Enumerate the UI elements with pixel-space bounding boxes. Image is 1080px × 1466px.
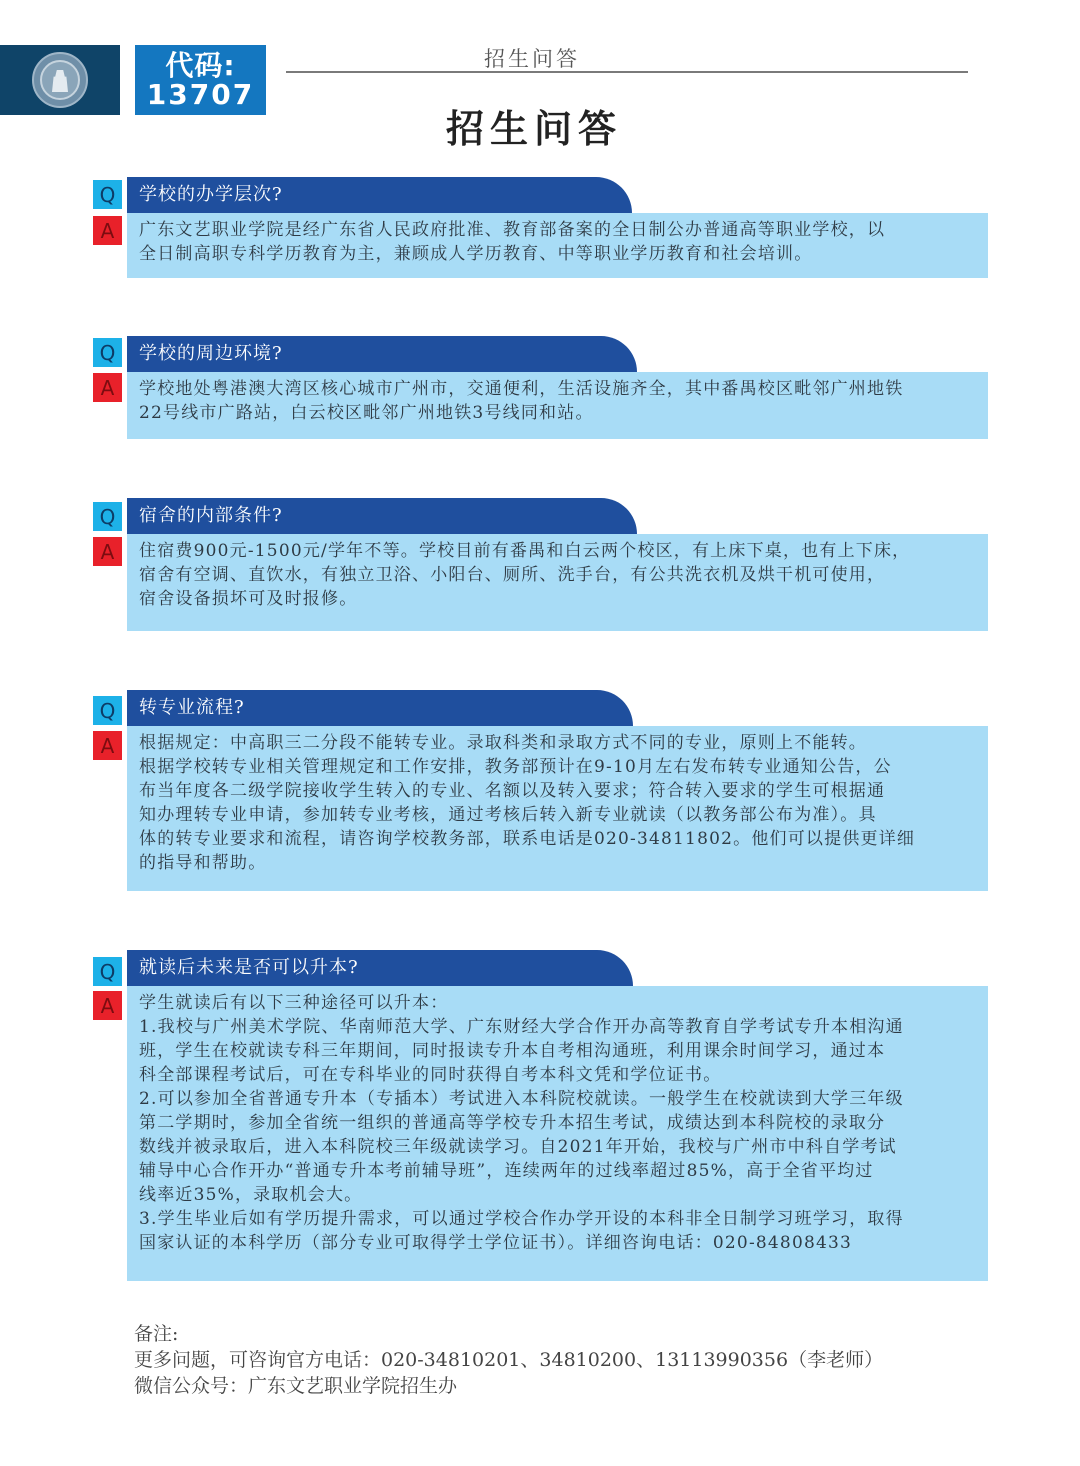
answer-box: [127, 372, 988, 439]
answer-line: 数线并被录取后，进入本科院校三年级就读学习。自2021年开始，我校与广州市中科自学考试: [139, 1137, 897, 1157]
note-title: 备注:: [134, 1323, 179, 1345]
section-label: 招生问答: [484, 47, 580, 71]
answer-line: 广东文艺职业学院是经广东省人民政府批准、教育部备案的全日制公办普通高等职业学校，以: [139, 220, 886, 240]
a-badge: A: [93, 216, 122, 245]
school-logo: [0, 45, 120, 115]
answer-box: [127, 534, 988, 631]
answer-line: 班，学生在校就读专科三年期间，同时报读专升本自考相沟通班，利用课余时间学习，通过本: [139, 1041, 886, 1061]
q-badge: Q: [93, 502, 122, 531]
answer-line: 3.学生毕业后如有学历提升需求，可以通过学校合作办学开设的本科非全日制学习班学习，取得: [139, 1209, 904, 1229]
seal-inner-ring: [40, 60, 80, 100]
a-badge: A: [93, 991, 122, 1020]
note-phone: 更多问题，可咨询官方电话：020-34810201、34810200、13113990356（李老师）: [134, 1349, 884, 1371]
header-divider: [286, 71, 968, 73]
answer-line: 22号线市广路站，白云校区毗邻广州地铁3号线同和站。: [139, 403, 594, 423]
q-badge: Q: [93, 957, 122, 986]
answer-line: 体的转专业要求和流程，请咨询学校教务部，联系电话是020-34811802。他们可以提供更详细: [139, 829, 916, 849]
answer-line: 住宿费900元-1500元/学年不等。学校目前有番禺和白云两个校区，有上床下桌，也有上下床，: [139, 541, 911, 561]
answer-line: 辅导中心合作开办“普通专升本考前辅导班”，连续两年的过线率超过85%，高于全省平均过: [139, 1161, 874, 1181]
answer-line: 根据规定：中高职三二分段不能转专业。录取科类和录取方式不同的专业，原则上不能转。: [139, 733, 867, 753]
answer-line: 知办理转专业申请，参加转专业考核，通过考核后转入新专业就读（以教务部公布为准）。具: [139, 805, 877, 825]
a-badge: A: [93, 731, 122, 760]
question-bar: [127, 950, 633, 986]
code-number: 13707: [146, 77, 255, 111]
q-badge: Q: [93, 696, 122, 725]
question-bar: [127, 177, 632, 213]
page-title: 招生问答: [446, 106, 623, 151]
answer-line: 学生就读后有以下三种途径可以升本：: [139, 993, 449, 1013]
answer-line: 根据学校转专业相关管理规定和工作安排，教务部预计在9-10月左右发布转专业通知公告，公: [139, 757, 892, 777]
answer-line: 第二学期时，参加全省统一组织的普通高等学校专升本招生考试，成绩达到本科院校的录取分: [139, 1113, 886, 1133]
answer-box: [127, 213, 988, 278]
code-label: 代码:: [165, 48, 236, 82]
footnote: [134, 1321, 883, 1399]
answer-line: 的指导和帮助。: [139, 853, 267, 873]
q-badge: Q: [93, 338, 122, 367]
question-text: 转专业流程?: [139, 697, 245, 718]
answer-line: 线率近35%，录取机会大。: [139, 1185, 363, 1205]
answer-line: 宿舍有空调、直饮水，有独立卫浴、小阳台、厕所、洗手台，有公共洗衣机及烘干机可使用，: [139, 565, 886, 585]
answer-line: 学校地处粤港澳大湾区核心城市广州市，交通便利，生活设施齐全，其中番禺校区毗邻广州地铁: [139, 379, 904, 399]
q-badge: Q: [93, 180, 122, 209]
a-badge: A: [93, 537, 122, 566]
answer-line: 科全部课程考试后，可在专科毕业的同时获得自考本科文凭和学位证书。: [139, 1065, 722, 1085]
answer-line: 全日制高职专科学历教育为主，兼顾成人学历教育、中等职业学历教育和社会培训。: [139, 244, 813, 264]
question-text: 学校的周边环境?: [139, 343, 283, 364]
question-bar: [127, 690, 633, 726]
tower-icon: [52, 70, 68, 92]
answer-line: 1.我校与广州美术学院、华南师范大学、广东财经大学合作开办高等教育自学考试专升本相沟通: [139, 1017, 904, 1037]
question-text: 就读后未来是否可以升本?: [139, 957, 359, 978]
school-code-badge: [135, 45, 266, 115]
answer-line: 宿舍设备损坏可及时报修。: [139, 589, 358, 609]
a-badge: A: [93, 373, 122, 402]
answer-line: 国家认证的本科学历（部分专业可取得学士学位证书）。详细咨询电话：020-84808433: [139, 1233, 853, 1253]
question-bar: [127, 498, 637, 534]
answer-box: [127, 986, 988, 1281]
answer-box: [127, 726, 988, 891]
answer-line: 布当年度各二级学院接收学生转入的专业、名额以及转入要求；符合转入要求的学生可根据通: [139, 781, 886, 801]
school-seal-icon: [32, 52, 88, 108]
note-wechat: 微信公众号：广东文艺职业学院招生办: [134, 1375, 458, 1397]
question-text: 宿舍的内部条件?: [139, 505, 283, 526]
answer-line: 2.可以参加全省普通专升本（专插本）考试进入本科院校就读。一般学生在校就读到大学三年级: [139, 1089, 904, 1109]
question-bar: [127, 336, 637, 372]
question-text: 学校的办学层次?: [139, 184, 283, 205]
